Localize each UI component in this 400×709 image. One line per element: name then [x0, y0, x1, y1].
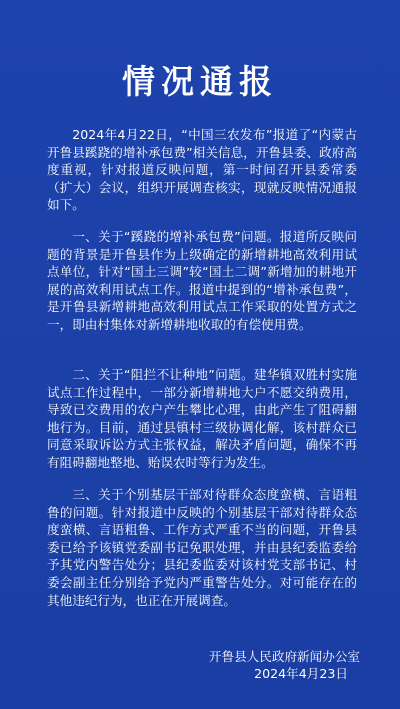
notice-paragraph-section-3: 三、关于个别基层干部对待群众态度蛮横、言语粗鲁的问题。针对报道中反映的个别基层干部对待群众态度蛮横、言语粗鲁、工作方式严重不当的问题，开鲁县委已给予该镇党委副书记免职处理，并由县纪委监委给予其党内警告处分；县纪委监委对该村党支部书记、村委会副主任分别给予党内严重警告处分。对可能存在的其他违纪行为，也正在开展调查。 [47, 487, 357, 608]
notice-paragraph-section-1: 一、关于“蹊跷的增补承包费”问题。报道所反映问题的背景是开鲁县作为上级确定的新增耕地高效利用试点单位，针对“国土三调”较“国土二调”新增加的耕地开展的高效利用试点工作。报道中提到的“增补承包费”，是开鲁县新增耕地高效利用试点工作采取的处置方式之一，即由村集体对新增耕地收取的有偿使用费。 [47, 229, 357, 332]
notice-paragraph-intro: 2024年4月22日，“中国三农发布”报道了“内蒙古开鲁县蹊跷的增补承包费”相关信息，开鲁县委、政府高度重视，针对报道反映问题，第一时间召开县委常委（扩大）会议，组织开展调查核实，现就反映情况通报如下。 [47, 127, 357, 213]
issue-date: 2024年4月23日 [254, 666, 348, 681]
issuer-signature: 开鲁县人民政府新闻办公室 [208, 649, 360, 664]
notice-title: 情况通报 [122, 62, 278, 101]
notice-paragraph-section-2: 二、关于“阻拦不让种地”问题。建华镇双胜村实施试点工作过程中，一部分新增耕地大户不愿交纳费用，导致已交费用的农户产生攀比心理，由此产生了阻碍翻地行为。目前，通过县镇村三级协调化解，该村群众已同意采取诉讼方式主张权益，解决矛盾问题，确保不再有阻碍翻地整地、贻误农时等行为发生。 [47, 367, 357, 470]
